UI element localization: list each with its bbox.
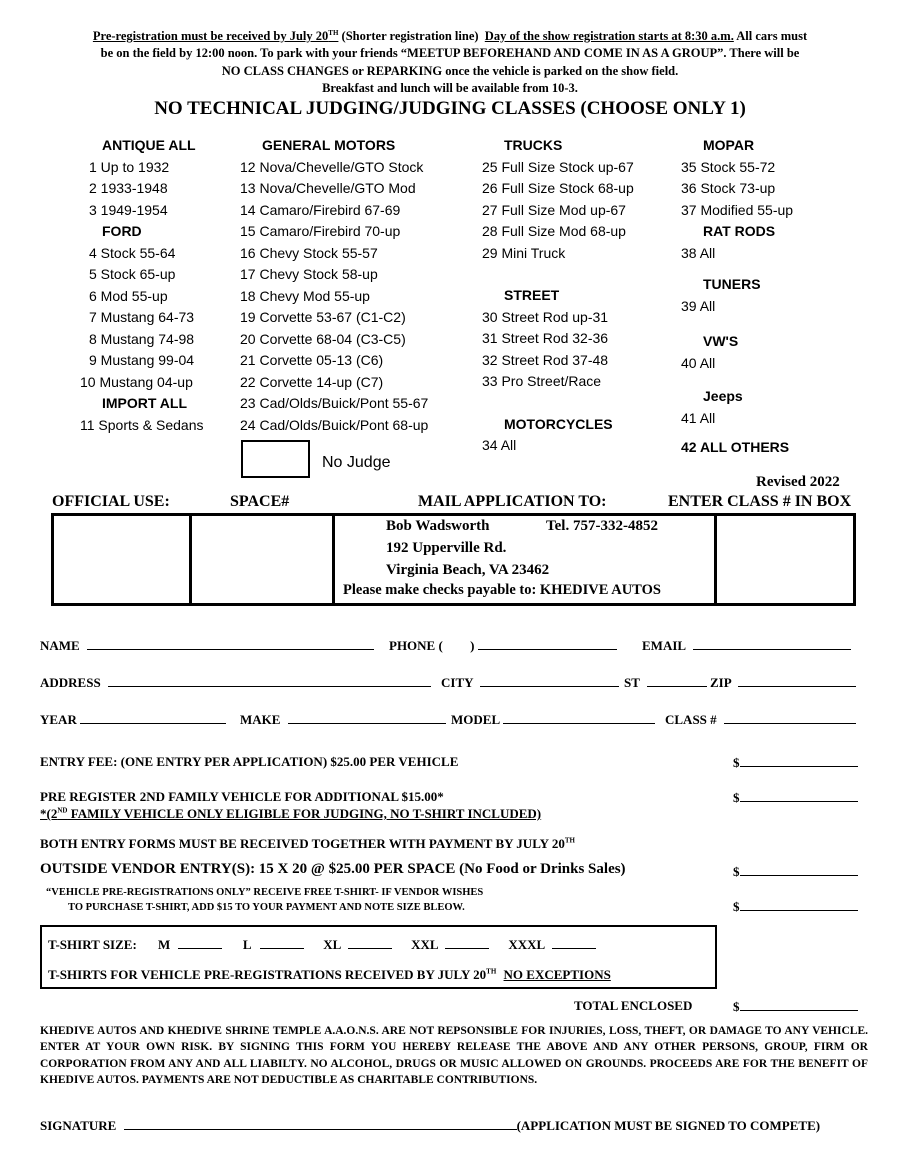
entry-fee-field[interactable] — [740, 754, 858, 767]
class-item: 26 Full Size Stock 68-up — [482, 180, 634, 196]
state-row — [624, 674, 707, 691]
size-xxxl-field[interactable] — [552, 936, 596, 949]
state-label: ST — [624, 675, 640, 690]
tshirt-size-label: T-SHIRT SIZE: — [48, 937, 137, 952]
name-label: NAME — [40, 638, 80, 653]
official-use-label: OFFICIAL USE: — [52, 493, 170, 510]
size-m-label: M — [158, 937, 171, 952]
class-item: 37 Modified 55-up — [681, 201, 794, 218]
class-item: 11 Sports & Sedans — [80, 416, 204, 433]
gm-heading: GENERAL MOTORS — [262, 137, 396, 153]
phone-row: PHONE ( ) — [389, 637, 617, 654]
size-xxl-label: XXL — [411, 937, 438, 952]
address-row — [40, 674, 431, 691]
class-item: 3 1949-1954 — [89, 201, 168, 218]
size-l-field[interactable] — [260, 936, 304, 949]
class-item: 25 Full Size Stock up-67 — [482, 158, 634, 175]
size-xl-field[interactable] — [348, 936, 392, 949]
size-xxxl-label: XXXL — [508, 937, 545, 952]
name-row — [40, 637, 374, 654]
total-amount: $ — [733, 998, 858, 1015]
year-row — [40, 711, 226, 728]
class-item: 40 All — [681, 354, 716, 371]
class-item: 24 Cad/Olds/Buick/Pont 68-up — [240, 416, 429, 433]
contact-city: Virginia Beach, VA 23462 — [386, 562, 550, 578]
city-field[interactable] — [480, 674, 619, 687]
class-item: 31 Street Rod 32-36 — [482, 330, 609, 346]
shorter-line-note: (Shorter registration line) — [338, 29, 479, 44]
make-row — [240, 711, 446, 728]
address-field[interactable] — [108, 674, 431, 687]
contact-phone: Tel. 757-332-4852 — [546, 518, 658, 534]
ratrods-heading: RAT RODS — [703, 223, 776, 239]
class-field[interactable] — [724, 711, 856, 724]
class-item: 19 Corvette 53-67 (C1-C2) — [240, 309, 406, 325]
state-field[interactable] — [647, 674, 707, 687]
class-item: 1 Up to 1932 — [89, 158, 170, 175]
tshirt-note-2: TO PURCHASE T-SHIRT, ADD $15 TO YOUR PAYMENT AND NOTE SIZE BLEOW. — [68, 902, 465, 913]
year-label: YEAR — [40, 712, 77, 727]
entry-fee-amount: $ — [733, 754, 858, 771]
signature-label: SIGNATURE — [40, 1118, 117, 1133]
class-item: 29 Mini Truck — [482, 244, 566, 261]
header-line-2: be on the field by 12:00 noon. To park with your friends “MEETUP BEFOREHAND AND COME IN AS A GROUP”. There will be — [100, 46, 800, 60]
class-item: 9 Mustang 99-04 — [89, 352, 195, 368]
phone-field[interactable] — [478, 637, 617, 650]
mopar-column — [681, 135, 793, 459]
second-family-label: PRE REGISTER 2ND FAMILY VEHICLE FOR ADDITIONAL $15.00* — [40, 789, 444, 804]
class-item: 15 Camaro/Firebird 70-up — [240, 223, 401, 239]
liability-disclaimer: KHEDIVE AUTOS AND KHEDIVE SHRINE TEMPLE A.A.O.N.S. ARE NOT REPSONSIBLE FOR INJURIES, LOSS, THEFT, OR DAMAGE TO ANY VEHICLE. ENTER AT YOUR OWN RISK. BY SIGNING THIS FORM YOU HEREBY RELEASE THE ABOVE AND ANY OTHER PERSONS, GROUP, FIRM OR CORPORATION FROM ANY AND ALL LIABILTY. NO ALCOHOL, DRUGS OR MUSIC ALLOWED ON GROUNDS. PROCEEDS ARE FOR THE BENEFIT OF KHEDIVE AUTOS. PAYMENTS ARE NOT DEDUCTIBLE AS CHARITABLE CONTRIBUTIONS. — [40, 1025, 868, 1086]
class-item: 22 Corvette 14-up (C7) — [240, 373, 384, 390]
tshirt-note-1: “VEHICLE PRE-REGISTRATIONS ONLY” RECEIVE FREE T-SHIRT- IF VENDOR WISHES — [46, 887, 484, 898]
model-field[interactable] — [503, 711, 655, 724]
motorcycles-heading: MOTORCYCLES — [504, 415, 613, 432]
mail-to-label: MAIL APPLICATION TO: — [418, 493, 607, 510]
ford-heading: FORD — [102, 223, 142, 239]
zip-field[interactable] — [738, 674, 856, 687]
class-label: CLASS # — [665, 712, 717, 727]
class-item: 6 Mod 55-up — [89, 287, 168, 304]
contact-street: 192 Upperville Rd. — [386, 540, 507, 556]
judging-heading: NO TECHNICAL JUDGING/JUDGING CLASSES (CHOOSE ONLY 1) — [154, 98, 746, 119]
vendor-amount: $ — [733, 863, 858, 880]
tshirt-amount: $ — [733, 898, 858, 915]
signature-row — [40, 1117, 820, 1134]
antique-column — [80, 135, 203, 436]
prereg-deadline: Pre-registration must be received by July 20TH — [92, 29, 339, 44]
address-label: ADDRESS — [40, 675, 101, 690]
class-item: 5 Stock 65-up — [89, 266, 176, 282]
zip-row — [710, 674, 856, 691]
class-item: 20 Corvette 68-04 (C3-C5) — [240, 330, 406, 347]
class-item: 4 Stock 55-64 — [89, 244, 176, 261]
general-motors-column — [240, 135, 428, 436]
import-heading: IMPORT ALL — [102, 395, 188, 411]
trucks-column — [482, 135, 634, 457]
class-item: 18 Chevy Mod 55-up — [240, 287, 370, 304]
tuners-heading: TUNERS — [703, 276, 761, 292]
class-item: 27 Full Size Mod up-67 — [482, 201, 626, 218]
class-item: 35 Stock 55-72 — [681, 158, 776, 175]
tshirt-size-row — [48, 936, 596, 953]
class-item: 28 Full Size Mod 68-up — [482, 223, 626, 239]
phone-label: PHONE ( — [389, 638, 443, 653]
class-item: 13 Nova/Chevelle/GTO Mod — [240, 180, 416, 196]
enter-class-label: ENTER CLASS # IN BOX — [668, 493, 852, 510]
city-label: CITY — [441, 675, 474, 690]
header-line-4: Breakfast and lunch will be available from 10-3. — [322, 81, 578, 95]
all-others-class: 42 ALL OTHERS — [681, 439, 790, 455]
size-l-label: L — [242, 937, 251, 952]
class-item: 12 Nova/Chevelle/GTO Stock — [240, 158, 424, 175]
space-box[interactable] — [189, 513, 335, 606]
signature-field[interactable] — [124, 1117, 517, 1130]
class-item: 23 Cad/Olds/Buick/Pont 55-67 — [240, 395, 429, 411]
vendor-field[interactable] — [740, 863, 858, 876]
class-item: 16 Chevy Stock 55-57 — [240, 244, 378, 261]
day-of-show-note: Day of the show registration starts at 8:30 a.m. — [484, 29, 734, 44]
total-label: TOTAL ENCLOSED — [574, 998, 693, 1013]
class-item: 39 All — [681, 297, 716, 314]
email-label: EMAIL — [642, 638, 686, 653]
class-item: 41 All — [681, 409, 716, 426]
class-item: 14 Camaro/Firebird 67-69 — [240, 201, 401, 218]
no-judge-checkbox[interactable] — [241, 440, 310, 478]
checks-payable: Please make checks payable to: KHEDIVE AUTOS — [343, 582, 661, 598]
tshirt-purchase-field[interactable] — [740, 898, 858, 911]
mopar-heading: MOPAR — [703, 137, 755, 153]
signature-note: (APPLICATION MUST BE SIGNED TO COMPETE) — [516, 1118, 821, 1133]
email-field[interactable] — [693, 637, 851, 650]
revised-note: Revised 2022 — [756, 474, 840, 490]
size-xxl-field[interactable] — [445, 936, 489, 949]
contact-name: Bob Wadsworth — [386, 518, 490, 534]
second-family-field[interactable] — [740, 789, 858, 802]
tshirt-deadline: T-SHIRTS FOR VEHICLE PRE-REGISTRATIONS RECEIVED BY JULY 20TH NO EXCEPTIONS — [48, 967, 611, 982]
trucks-heading: TRUCKS — [504, 137, 563, 153]
class-number-box[interactable] — [714, 513, 856, 606]
second-family-amount: $ — [733, 789, 858, 806]
header-line-3: NO CLASS CHANGES or REPARKING once the vehicle is parked on the show field. — [221, 64, 679, 78]
class-item: 7 Mustang 64-73 — [89, 309, 195, 325]
class-item: 32 Street Rod 37-48 — [482, 351, 609, 368]
model-label: MODEL — [451, 712, 500, 727]
space-label: SPACE# — [230, 493, 290, 510]
city-row — [441, 674, 619, 691]
class-item: 34 All — [482, 437, 517, 453]
no-judge-label: No Judge — [322, 454, 391, 471]
class-item: 21 Corvette 05-13 (C6) — [240, 352, 384, 368]
total-field[interactable] — [740, 998, 858, 1011]
street-heading: STREET — [504, 287, 560, 303]
email-row — [642, 637, 851, 654]
second-family-note: *(2ND FAMILY VEHICLE ONLY ELIGIBLE FOR JUDGING, NO T-SHIRT INCLUDED) — [40, 806, 542, 821]
class-item: 17 Chevy Stock 58-up — [240, 266, 378, 282]
vws-heading: VW'S — [703, 333, 739, 349]
name-field[interactable] — [87, 637, 374, 650]
no-exceptions: NO EXCEPTIONS — [503, 967, 611, 982]
class-item: 36 Stock 73-up — [681, 180, 776, 196]
jeeps-heading: Jeeps — [703, 388, 743, 404]
class-item: 30 Street Rod up-31 — [482, 308, 609, 325]
official-use-box[interactable] — [51, 513, 192, 606]
class-row — [665, 711, 856, 728]
class-item: 10 Mustang 04-up — [80, 373, 193, 390]
size-xl-label: XL — [323, 937, 341, 952]
class-item: 8 Mustang 74-98 — [89, 330, 195, 347]
header-line-1: Pre-registration must be received by July 20TH (Shorter registration line) Day of the show registration starts at 8:30 a.m. All cars must — [92, 29, 808, 44]
size-m-field[interactable] — [178, 936, 222, 949]
antique-heading: ANTIQUE ALL — [102, 137, 196, 153]
vendor-entry-label: OUTSIDE VENDOR ENTRY(S): 15 X 20 @ $25.00 PER SPACE (No Food or Drinks Sales) — [40, 861, 626, 877]
class-item: 33 Pro Street/Race — [482, 373, 602, 389]
both-forms-note: BOTH ENTRY FORMS MUST BE RECEIVED TOGETHER WITH PAYMENT BY JULY 20TH — [40, 836, 575, 851]
entry-fee-label: ENTRY FEE: (ONE ENTRY PER APPLICATION) $25.00 PER VEHICLE — [40, 754, 459, 769]
model-row — [451, 711, 655, 728]
make-field[interactable] — [288, 711, 446, 724]
year-field[interactable] — [80, 711, 226, 724]
zip-label: ZIP — [710, 675, 731, 690]
make-label: MAKE — [240, 712, 281, 727]
class-item: 38 All — [681, 244, 716, 261]
class-item: 2 1933-1948 — [89, 180, 168, 196]
